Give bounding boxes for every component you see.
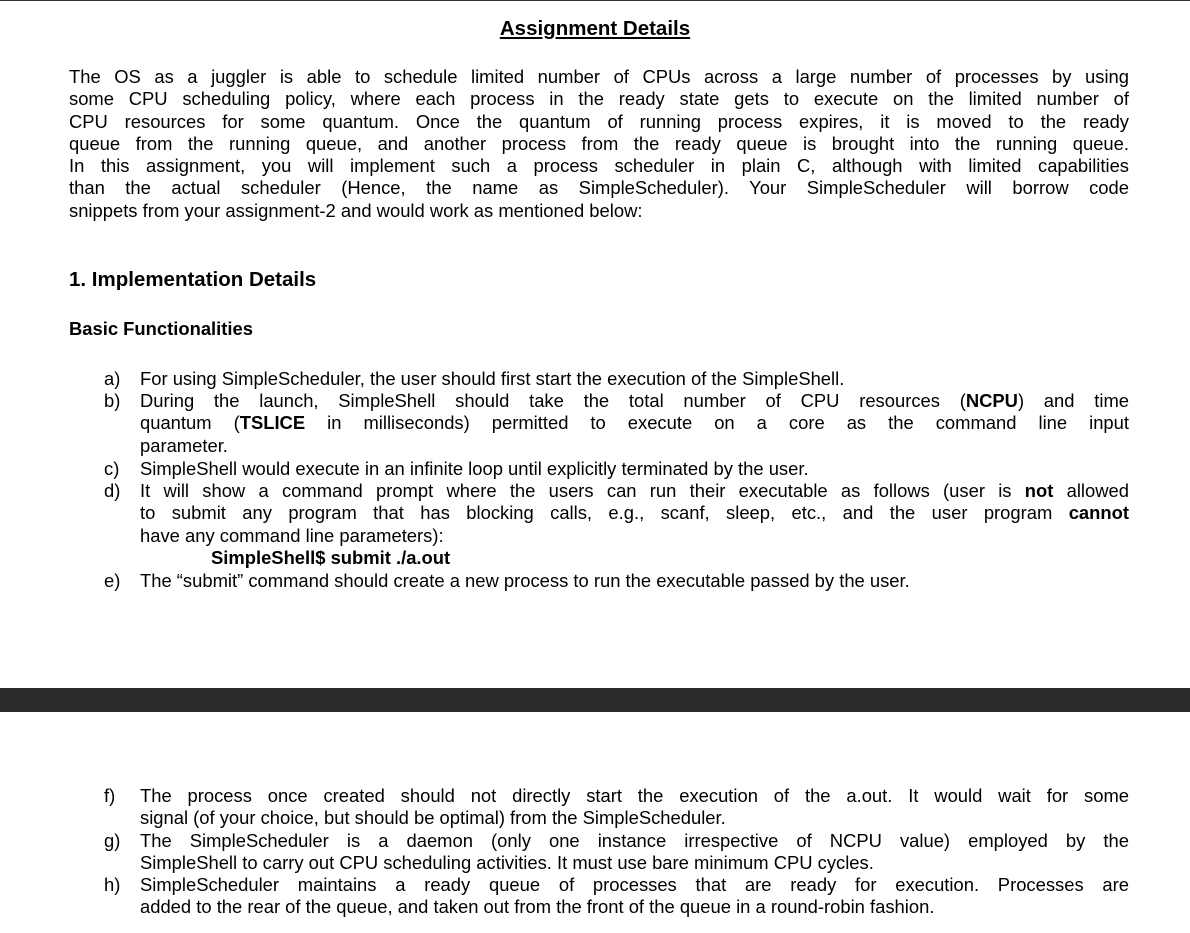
list-marker: c) [104,458,120,479]
list-marker: h) [104,874,121,895]
intro-line: snippets from your assignment-2 and would work as mentioned below: [69,199,643,221]
cannot-term: cannot [1068,502,1129,524]
list-item-text: During the launch, SimpleShell should take the total number of CPU resources (NCPU) and time [140,390,1129,411]
list-marker: f) [104,785,116,806]
intro-paragraph [69,66,1129,222]
not-term: not [1024,480,1054,501]
list-item-text: SimpleShell would execute in an infinite loop until explicitly terminated by the user. [140,458,809,479]
section-heading: 1. Implementation Details [69,268,317,291]
intro-line: queue from the running queue, and another process from the ready queue is brought into the running queue. [69,132,1129,154]
list-item-text: SimpleScheduler maintains a ready queue of processes that are ready for execution. Processes are [140,874,1129,895]
ncpu-term: NCPU [965,390,1018,411]
intro-line: CPU resources for some quantum. Once the quantum of running process expires, it is moved to the ready [69,110,1129,132]
list-marker: a) [104,368,121,389]
tslice-term: TSLICE [239,412,306,434]
list-marker: e) [104,570,121,591]
list-item-text: SimpleShell to carry out CPU scheduling activities. It must use bare minimum CPU cycles. [140,852,874,874]
list-item-text: added to the rear of the queue, and taken out from the front of the queue in a round-robin fashion. [140,896,935,918]
intro-line: In this assignment, you will implement such a process scheduler in plain C, although with limited capabilities [69,155,1129,177]
list-marker: d) [104,480,121,501]
list-item-text: The process once created should not directly start the execution of the a.out. It would wait for some [140,785,1129,806]
list-item-text: quantum (TSLICE in milliseconds) permitted to execute on a core as the command line input [140,412,1129,434]
intro-line: some CPU scheduling policy, where each process in the ready state gets to execute on the limited number of [69,88,1129,110]
page-separator [0,688,1190,712]
list-item-text: It will show a command prompt where the users can run their executable as follows (user is not allowed [140,480,1129,501]
list-item-text: For using SimpleScheduler, the user should first start the execution of the SimpleShell. [140,368,845,389]
intro-line: than the actual scheduler (Hence, the name as SimpleScheduler). Your SimpleScheduler will borrow code [69,177,1129,199]
list-marker: b) [104,390,121,411]
list-item-text: The “submit” command should create a new process to run the executable passed by the user. [140,570,910,591]
list-item-text: signal (of your choice, but should be optimal) from the SimpleScheduler. [140,807,726,829]
list-marker: g) [104,830,121,851]
document-page-2 [0,712,1190,933]
list-item-text: The SimpleScheduler is a daemon (only one instance irrespective of NCPU value) employed by the [140,830,1129,851]
intro-line: The OS as a juggler is able to schedule limited number of CPUs across a large number of processes by using [69,66,1129,87]
document-title: Assignment Details [499,17,691,40]
list-item-text: have any command line parameters): [140,524,444,546]
list-item-text: parameter. [140,434,228,456]
command-example: SimpleShell$ submit ./a.out [211,546,451,568]
sub-heading: Basic Functionalities [69,318,253,339]
list-item-text: to submit any program that has blocking calls, e.g., scanf, sleep, etc., and the user program cannot [140,502,1129,524]
